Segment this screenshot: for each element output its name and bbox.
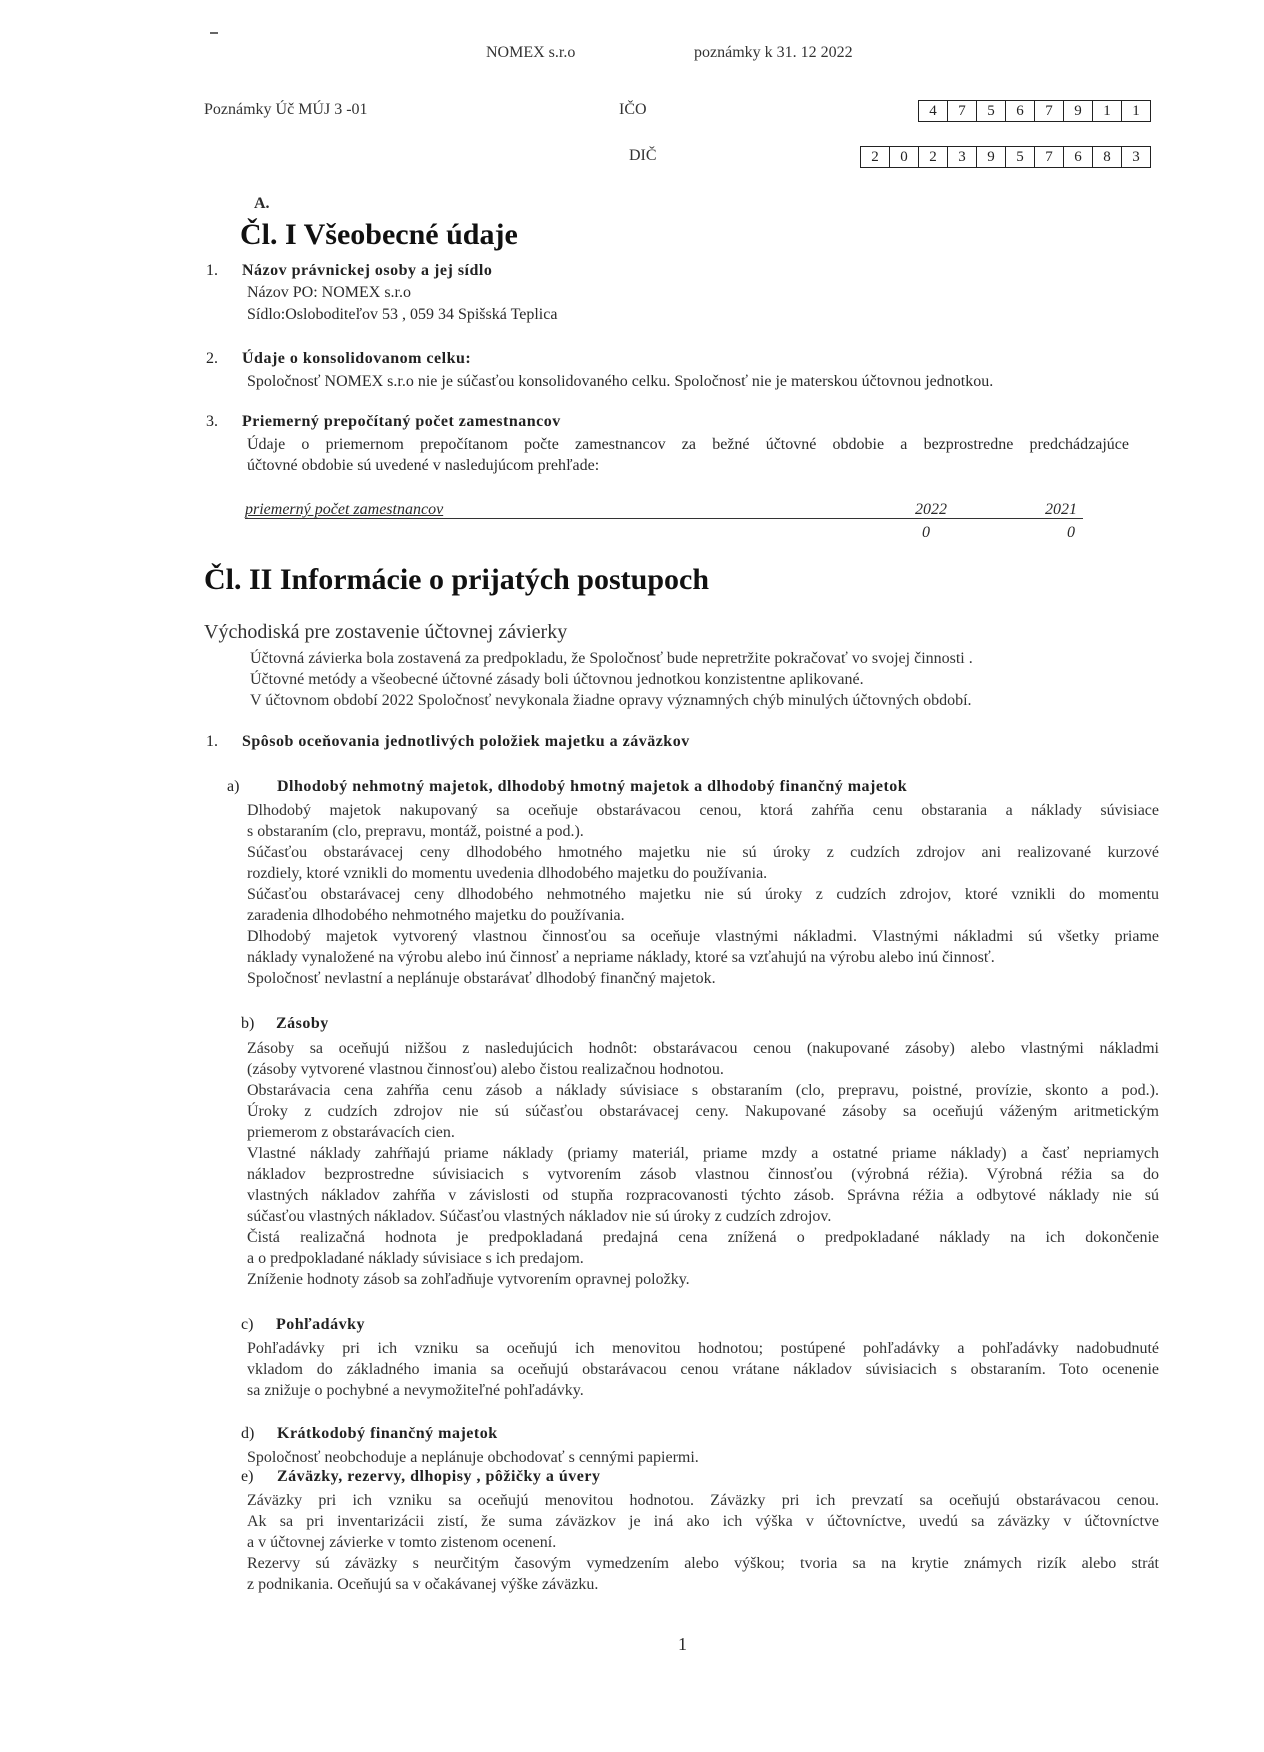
item-3-heading: Priemerný prepočítaný počet zamestnancov (242, 413, 561, 430)
intro-line: Účtovné metódy a všeobecné účtovné zásady boli účtovnou jednotkou konzistentne aplikované. (250, 671, 864, 688)
point-1-number: 1. (206, 733, 218, 750)
page-number: 1 (678, 1634, 687, 1654)
item-1-heading: Názov právnickej osoby a jej sídlo (242, 262, 493, 279)
item-1-line: Názov PO: NOMEX s.r.o (247, 284, 411, 301)
article-2-title: Čl. II Informácie o prijatých postupoch (204, 563, 710, 596)
ico-digit: 9 (1064, 101, 1093, 121)
sub-a-label: a) (227, 778, 240, 795)
dic-digit: 3 (1132, 149, 1140, 165)
sub-e-text: Záväzky pri ich vzniku sa oceňujú menovitou hodnotou. Záväzky pri ich prevzatí sa oceňujú obstarávacou cenou. Ak sa pri inventarizácii zistí, že suma záväzkov je iná ako ich výška v účtovníctve, uvedú sa záväzky v účtovníctve a v účtovnej závierke v tomto zistenom ocenení. Rezervy sú záväzky s neurčitým časovým vymedzením alebo výškou; tvoria sa na krytie známych rizík alebo strát z podnikania. Oceňujú sa v očakávanej výške záväzku. (247, 1492, 1159, 1593)
sub-c-text: Pohľadávky pri ich vzniku sa oceňujú ich menovitou hodnotou; postúpené pohľadávky a pohľadávky nadobudnuté vkladom do základného imania sa oceňujú obstarávacou cenou vrátane nákladov súvisiacich s obstaraním. Toto ocenenie sa znižuje o pochybné a nevymožiteľné pohľadávky. (247, 1340, 1159, 1399)
item-1-number: 1. (206, 262, 218, 279)
employees-label: priemerný počet zamestnancov (245, 501, 444, 518)
sub-d-heading: Krátkodobý finančný majetok (277, 1425, 498, 1442)
point-1-heading: Spôsob oceňovania jednotlivých položiek majetku a záväzkov (242, 733, 690, 750)
sub-b-heading: Zásoby (276, 1015, 329, 1032)
company-name: NOMEX s.r.o (486, 44, 576, 61)
sub-b-text: Zásoby sa oceňujú nižšou z nasledujúcich hodnôt: obstarávacou cenou (nakupované zásoby) alebo vlastnými nákladmi (zásoby vytvorené vlastnou činnosťou) alebo čistou realizačnou hodnotou. Obstarávacia cena zahŕňa cenu zásob a náklady súvisiace s obstaraním (clo, prepravu, poistné, provízie, skonto a pod.). Úroky z cudzích zdrojov nie sú súčasťou obstarávacej ceny. Nakupované zásoby sa oceňujú váženým aritmetickým priemerom z obstarávacích cien. Vlastné náklady zahŕňajú priame náklady (priamy materiál, priame mzdy a ostatné priame náklady) a časť nepriamych nákladov bezprostredne súvisiacich s vytvorením zásob vlastnou činnosťou (výrobná réžia). Výrobná réžia sa do vlastných nákladov zahŕňa v závislosti od stupňa rozpracovanosti týchto zásob. Správna réžia a odbytové náklady nie sú súčasťou vlastných nákladov. Súčasťou vlastných nákladov nie sú úroky z cudzích zdrojov. Čistá realizačná hodnota je predpokladaná predajná cena znížená o predpokladané náklady na ich dokončenie a o predpokladané náklady súvisiace s ich predajom. Zníženie hodnoty zásob sa zohľadňuje vytvorením opravnej položky. (247, 1040, 1159, 1288)
dic-boxes (860, 146, 1151, 168)
notes-date: poznámky k 31. 12 2022 (694, 44, 853, 61)
item-3-line: Údaje o priemernom prepočítanom počte zamestnancov za bežné účtovné obdobie a bezprostredne predchádzajúce (247, 436, 1129, 453)
dic-digit: 3 (948, 147, 977, 167)
ico-digit: 6 (1006, 101, 1035, 121)
article-1-title: Čl. I Všeobecné údaje (240, 218, 518, 251)
sub-e-heading: Záväzky, rezervy, dlhopisy , pôžičky a úvery (277, 1468, 601, 1485)
sub-b-label: b) (241, 1015, 255, 1032)
item-2-heading: Údaje o konsolidovanom celku: (242, 350, 472, 367)
section-letter: A. (254, 195, 270, 212)
dic-digit: 5 (1006, 147, 1035, 167)
ico-digit: 7 (1035, 101, 1064, 121)
sub-e-label: e) (241, 1468, 254, 1485)
ico-digit: 1 (1132, 103, 1140, 119)
employees-value-2021: 0 (1067, 524, 1075, 541)
intro-paragraph (250, 648, 1110, 711)
employees-value-2022: 0 (922, 524, 930, 541)
item-3-number: 3. (206, 413, 218, 430)
item-3-line: účtovné obdobie sú uvedené v nasledujúcom prehľade: (247, 457, 600, 474)
intro-line: Účtovná závierka bola zostavená za predpokladu, že Spoločnosť bude nepretržite pokračovať vo svojej činnosti . (250, 650, 973, 667)
item-1-line: Sídlo:Osloboditeľov 53 , 059 34 Spišská Teplica (247, 306, 558, 323)
item-2-line: Spoločnosť NOMEX s.r.o nie je súčasťou konsolidovaného celku. Spoločnosť nie je materskou účtovnou jednotkou. (247, 373, 994, 390)
sub-d-label: d) (241, 1425, 255, 1442)
form-code: Poznámky Úč MÚJ 3 -01 (204, 101, 368, 118)
sub-a-heading: Dlhodobý nehmotný majetok, dlhodobý hmotný majetok a dlhodobý finančný majetok (277, 778, 908, 795)
dic-digit: 8 (1093, 147, 1122, 167)
dic-digit: 2 (919, 147, 948, 167)
employees-year-2021: 2021 (1045, 501, 1077, 518)
dic-digit: 6 (1064, 147, 1093, 167)
sub-c-heading: Pohľadávky (276, 1316, 365, 1333)
sub-d-text: Spoločnosť neobchoduje a neplánuje obchodovať s cennými papiermi. (247, 1449, 699, 1466)
scan-mark (210, 32, 218, 34)
ico-digit: 5 (977, 101, 1006, 121)
ico-digit: 4 (919, 101, 948, 121)
sub-c-label: c) (241, 1316, 254, 1333)
dic-digit: 9 (977, 147, 1006, 167)
item-2-number: 2. (206, 350, 218, 367)
intro-line: V účtovnom období 2022 Spoločnosť nevykonala žiadne opravy významných chýb minulých účtovných období. (250, 692, 972, 709)
dic-digit: 0 (890, 147, 919, 167)
dic-digit: 2 (861, 147, 890, 167)
ico-boxes (918, 100, 1151, 122)
ico-label: IČO (619, 101, 647, 118)
dic-digit: 7 (1035, 147, 1064, 167)
sub-a-text: Dlhodobý majetok nakupovaný sa oceňuje obstarávacou cenou, ktorá zahŕňa cenu obstarania a náklady súvisiace s obstaraním (clo, prepravu, montáž, poistné a pod.). Súčasťou obstarávacej ceny dlhodobého hmotného majetku nie sú úroky z cudzích zdrojov ani realizované kurzové rozdiely, ktoré vznikli do momentu uvedenia dlhodobého majetku do používania. Súčasťou obstarávacej ceny dlhodobého nehmotného majetku nie sú úroky z cudzích zdrojov, ktoré vznikli do momentu zaradenia dlhodobého nehmotného majetku do používania. Dlhodobý majetok vytvorený vlastnou činnosťou sa oceňuje vlastnými nákladmi. Vlastnými nákladmi sú všetky priame náklady vynaložené na výrobu alebo inú činnosť a nepriame náklady, ktoré sa vzťahujú na výrobu alebo inú činnosť. Spoločnosť nevlastní a neplánuje obstarávať dlhodobý finančný majetok. (247, 802, 1159, 987)
dic-label: DIČ (629, 147, 657, 164)
employees-year-2022: 2022 (915, 501, 947, 518)
ico-digit: 1 (1093, 101, 1122, 121)
employees-header-rule (245, 518, 1083, 519)
article-2-subtitle: Východiská pre zostavenie účtovnej závierky (204, 621, 568, 643)
ico-digit: 7 (948, 101, 977, 121)
